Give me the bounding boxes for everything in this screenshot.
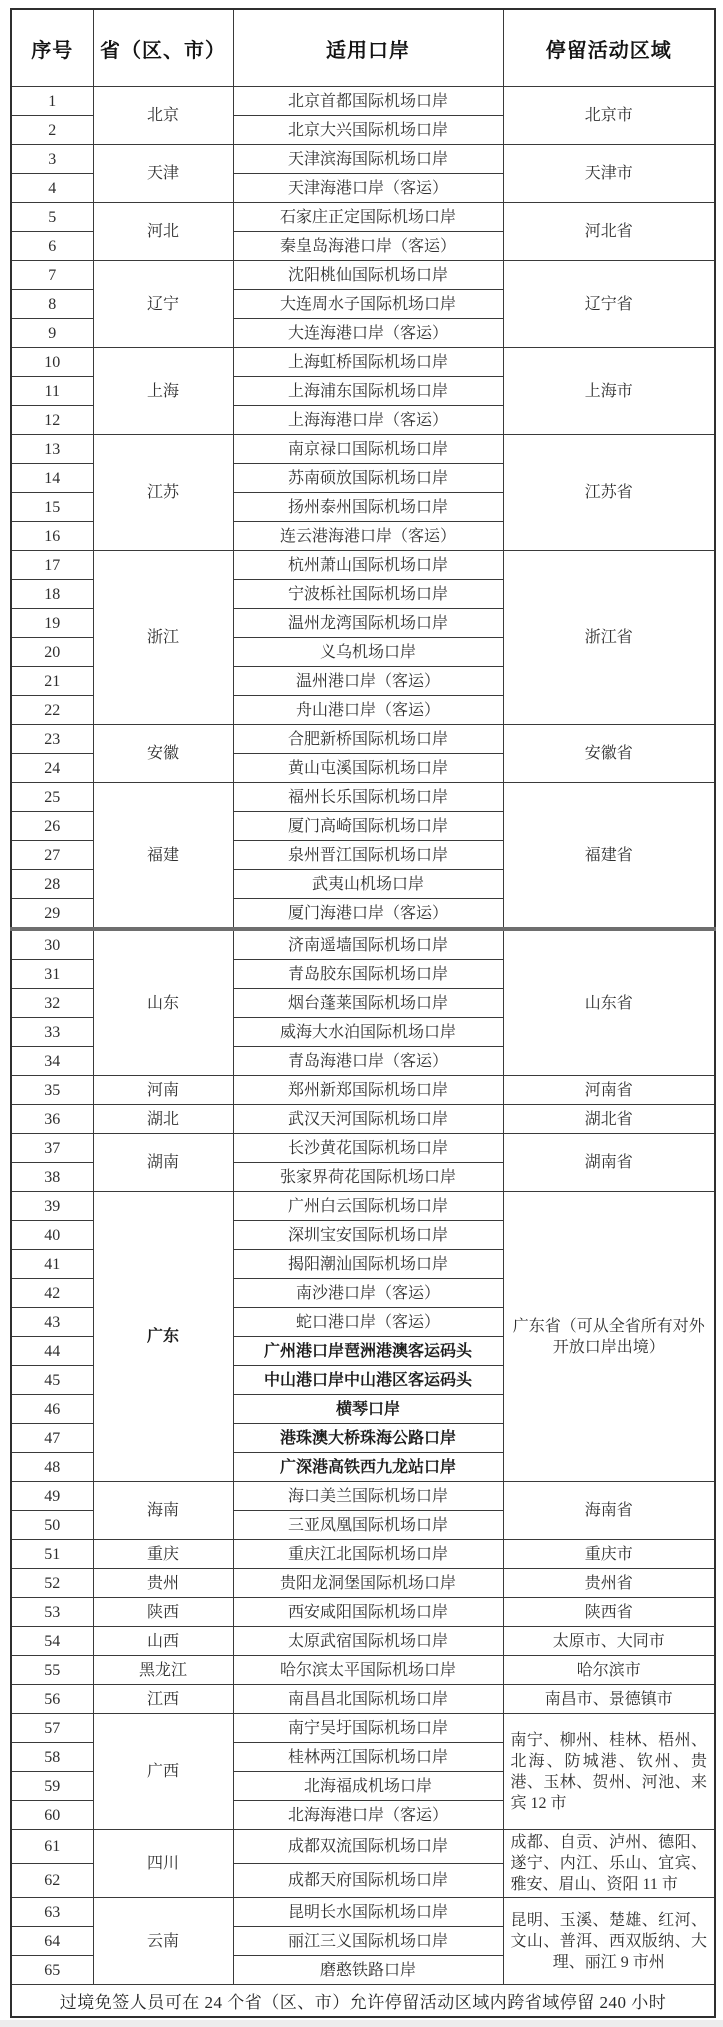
port-cell: 武汉天河国际机场口岸 bbox=[233, 1105, 503, 1134]
port-cell: 武夷山机场口岸 bbox=[233, 870, 503, 899]
port-cell: 哈尔滨太平国际机场口岸 bbox=[233, 1656, 503, 1685]
port-cell: 济南遥墙国际机场口岸 bbox=[233, 929, 503, 960]
serial-number-cell: 54 bbox=[11, 1627, 93, 1656]
stay-area-cell: 昆明、玉溪、楚雄、红河、文山、普洱、西双版纳、大理、丽江 9 市州 bbox=[503, 1898, 715, 1985]
port-cell: 横琴口岸 bbox=[233, 1395, 503, 1424]
serial-number-cell: 1 bbox=[11, 87, 93, 116]
province-cell: 海南 bbox=[93, 1482, 233, 1540]
port-cell: 成都天府国际机场口岸 bbox=[233, 1864, 503, 1898]
province-cell: 辽宁 bbox=[93, 261, 233, 348]
serial-number-cell: 15 bbox=[11, 493, 93, 522]
serial-number-cell: 43 bbox=[11, 1308, 93, 1337]
port-cell: 贵阳龙洞堡国际机场口岸 bbox=[233, 1569, 503, 1598]
serial-number-cell: 63 bbox=[11, 1898, 93, 1927]
serial-number-cell: 13 bbox=[11, 435, 93, 464]
port-cell: 青岛海港口岸（客运） bbox=[233, 1047, 503, 1076]
serial-number-cell: 44 bbox=[11, 1337, 93, 1366]
serial-number-cell: 28 bbox=[11, 870, 93, 899]
serial-number-cell: 50 bbox=[11, 1511, 93, 1540]
footer-note: 过境免签人员可在 24 个省（区、市）允许停留活动区域内跨省域停留 240 小时 bbox=[11, 1985, 715, 2018]
port-cell: 磨憨铁路口岸 bbox=[233, 1956, 503, 1985]
port-cell: 西安咸阳国际机场口岸 bbox=[233, 1598, 503, 1627]
serial-number-cell: 55 bbox=[11, 1656, 93, 1685]
stay-area-cell: 哈尔滨市 bbox=[503, 1656, 715, 1685]
stay-area-cell: 北京市 bbox=[503, 87, 715, 145]
province-cell: 浙江 bbox=[93, 551, 233, 725]
province-cell: 北京 bbox=[93, 87, 233, 145]
port-cell: 黄山屯溪国际机场口岸 bbox=[233, 754, 503, 783]
serial-number-cell: 27 bbox=[11, 841, 93, 870]
province-cell: 江西 bbox=[93, 1685, 233, 1714]
port-cell: 上海海港口岸（客运） bbox=[233, 406, 503, 435]
stay-area-cell: 江苏省 bbox=[503, 435, 715, 551]
serial-number-cell: 49 bbox=[11, 1482, 93, 1511]
port-cell: 秦皇岛海港口岸（客运） bbox=[233, 232, 503, 261]
stay-area-cell: 河南省 bbox=[503, 1076, 715, 1105]
serial-number-cell: 31 bbox=[11, 960, 93, 989]
stay-area-cell: 太原市、大同市 bbox=[503, 1627, 715, 1656]
serial-number-cell: 61 bbox=[11, 1830, 93, 1864]
port-cell: 烟台蓬莱国际机场口岸 bbox=[233, 989, 503, 1018]
serial-number-cell: 56 bbox=[11, 1685, 93, 1714]
province-cell: 山东 bbox=[93, 929, 233, 1076]
port-cell: 宁波栎社国际机场口岸 bbox=[233, 580, 503, 609]
serial-number-cell: 35 bbox=[11, 1076, 93, 1105]
port-cell: 揭阳潮汕国际机场口岸 bbox=[233, 1250, 503, 1279]
port-cell: 中山港口岸中山港区客运码头 bbox=[233, 1366, 503, 1395]
header-port: 适用口岸 bbox=[233, 9, 503, 87]
stay-area-cell: 陕西省 bbox=[503, 1598, 715, 1627]
table-row bbox=[11, 1898, 715, 1927]
table-row bbox=[11, 1482, 715, 1511]
serial-number-cell: 34 bbox=[11, 1047, 93, 1076]
port-cell: 蛇口港口岸（客运） bbox=[233, 1308, 503, 1337]
port-cell: 温州港口岸（客运） bbox=[233, 667, 503, 696]
province-cell: 河北 bbox=[93, 203, 233, 261]
table-row bbox=[11, 551, 715, 580]
port-cell: 石家庄正定国际机场口岸 bbox=[233, 203, 503, 232]
table-row bbox=[11, 1540, 715, 1569]
port-cell: 沈阳桃仙国际机场口岸 bbox=[233, 261, 503, 290]
port-cell: 大连海港口岸（客运） bbox=[233, 319, 503, 348]
stay-area-cell: 辽宁省 bbox=[503, 261, 715, 348]
table-header bbox=[11, 9, 715, 87]
serial-number-cell: 16 bbox=[11, 522, 93, 551]
stay-area-cell: 福建省 bbox=[503, 783, 715, 930]
port-cell: 广州白云国际机场口岸 bbox=[233, 1192, 503, 1221]
port-cell: 福州长乐国际机场口岸 bbox=[233, 783, 503, 812]
port-cell: 昆明长水国际机场口岸 bbox=[233, 1898, 503, 1927]
serial-number-cell: 6 bbox=[11, 232, 93, 261]
table-row bbox=[11, 1830, 715, 1864]
serial-number-cell: 24 bbox=[11, 754, 93, 783]
port-cell: 广深港高铁西九龙站口岸 bbox=[233, 1453, 503, 1482]
serial-number-cell: 4 bbox=[11, 174, 93, 203]
port-cell: 长沙黄花国际机场口岸 bbox=[233, 1134, 503, 1163]
stay-area-cell: 南宁、柳州、桂林、梧州、北海、防城港、钦州、贵港、玉林、贺州、河池、来宾 12 市 bbox=[503, 1714, 715, 1830]
serial-number-cell: 38 bbox=[11, 1163, 93, 1192]
footer-row bbox=[11, 1985, 715, 2018]
port-cell: 南沙港口岸（客运） bbox=[233, 1279, 503, 1308]
port-cell: 温州龙湾国际机场口岸 bbox=[233, 609, 503, 638]
province-cell: 广东 bbox=[93, 1192, 233, 1482]
serial-number-cell: 10 bbox=[11, 348, 93, 377]
serial-number-cell: 25 bbox=[11, 783, 93, 812]
table-row bbox=[11, 261, 715, 290]
port-cell: 上海浦东国际机场口岸 bbox=[233, 377, 503, 406]
port-cell: 义乌机场口岸 bbox=[233, 638, 503, 667]
serial-number-cell: 20 bbox=[11, 638, 93, 667]
port-cell: 连云港海港口岸（客运） bbox=[233, 522, 503, 551]
table-row bbox=[11, 87, 715, 116]
port-cell: 威海大水泊国际机场口岸 bbox=[233, 1018, 503, 1047]
serial-number-cell: 14 bbox=[11, 464, 93, 493]
serial-number-cell: 7 bbox=[11, 261, 93, 290]
port-cell: 北京大兴国际机场口岸 bbox=[233, 116, 503, 145]
serial-number-cell: 5 bbox=[11, 203, 93, 232]
serial-number-cell: 2 bbox=[11, 116, 93, 145]
province-cell: 江苏 bbox=[93, 435, 233, 551]
stay-area-cell: 上海市 bbox=[503, 348, 715, 435]
serial-number-cell: 12 bbox=[11, 406, 93, 435]
table-row bbox=[11, 1685, 715, 1714]
serial-number-cell: 26 bbox=[11, 812, 93, 841]
serial-number-cell: 60 bbox=[11, 1801, 93, 1830]
province-cell: 福建 bbox=[93, 783, 233, 930]
stay-area-cell: 重庆市 bbox=[503, 1540, 715, 1569]
port-cell: 合肥新桥国际机场口岸 bbox=[233, 725, 503, 754]
serial-number-cell: 11 bbox=[11, 377, 93, 406]
port-cell: 北海海港口岸（客运） bbox=[233, 1801, 503, 1830]
serial-number-cell: 52 bbox=[11, 1569, 93, 1598]
port-cell: 深圳宝安国际机场口岸 bbox=[233, 1221, 503, 1250]
province-cell: 四川 bbox=[93, 1830, 233, 1898]
serial-number-cell: 17 bbox=[11, 551, 93, 580]
serial-number-cell: 22 bbox=[11, 696, 93, 725]
serial-number-cell: 3 bbox=[11, 145, 93, 174]
port-cell: 郑州新郑国际机场口岸 bbox=[233, 1076, 503, 1105]
port-cell: 广州港口岸琶洲港澳客运码头 bbox=[233, 1337, 503, 1366]
serial-number-cell: 45 bbox=[11, 1366, 93, 1395]
table-row bbox=[11, 1076, 715, 1105]
province-cell: 云南 bbox=[93, 1898, 233, 1985]
header-stay-area: 停留活动区域 bbox=[503, 9, 715, 87]
serial-number-cell: 58 bbox=[11, 1743, 93, 1772]
port-cell: 苏南硕放国际机场口岸 bbox=[233, 464, 503, 493]
stay-area-cell: 成都、自贡、泸州、德阳、遂宁、内江、乐山、宜宾、雅安、眉山、资阳 11 市 bbox=[503, 1830, 715, 1898]
port-cell: 泉州晋江国际机场口岸 bbox=[233, 841, 503, 870]
table-row bbox=[11, 725, 715, 754]
table-row bbox=[11, 1627, 715, 1656]
serial-number-cell: 39 bbox=[11, 1192, 93, 1221]
table-row bbox=[11, 1656, 715, 1685]
serial-number-cell: 65 bbox=[11, 1956, 93, 1985]
serial-number-cell: 9 bbox=[11, 319, 93, 348]
serial-number-cell: 36 bbox=[11, 1105, 93, 1134]
stay-area-cell: 南昌市、景德镇市 bbox=[503, 1685, 715, 1714]
header-province: 省（区、市） bbox=[93, 9, 233, 87]
serial-number-cell: 53 bbox=[11, 1598, 93, 1627]
serial-number-cell: 21 bbox=[11, 667, 93, 696]
stay-area-cell: 广东省（可从全省所有对外开放口岸出境） bbox=[503, 1192, 715, 1482]
port-cell: 舟山港口岸（客运） bbox=[233, 696, 503, 725]
port-cell: 成都双流国际机场口岸 bbox=[233, 1830, 503, 1864]
stay-area-cell: 安徽省 bbox=[503, 725, 715, 783]
province-cell: 湖南 bbox=[93, 1134, 233, 1192]
stay-area-cell: 海南省 bbox=[503, 1482, 715, 1540]
header-row bbox=[11, 9, 715, 87]
port-cell: 重庆江北国际机场口岸 bbox=[233, 1540, 503, 1569]
port-cell: 北京首都国际机场口岸 bbox=[233, 87, 503, 116]
port-cell: 海口美兰国际机场口岸 bbox=[233, 1482, 503, 1511]
serial-number-cell: 19 bbox=[11, 609, 93, 638]
port-cell: 港珠澳大桥珠海公路口岸 bbox=[233, 1424, 503, 1453]
province-cell: 安徽 bbox=[93, 725, 233, 783]
serial-number-cell: 30 bbox=[11, 929, 93, 960]
serial-number-cell: 32 bbox=[11, 989, 93, 1018]
serial-number-cell: 37 bbox=[11, 1134, 93, 1163]
table-row bbox=[11, 1714, 715, 1743]
stay-area-cell: 河北省 bbox=[503, 203, 715, 261]
port-cell: 扬州泰州国际机场口岸 bbox=[233, 493, 503, 522]
port-cell: 大连周水子国际机场口岸 bbox=[233, 290, 503, 319]
table-row bbox=[11, 929, 715, 960]
province-cell: 上海 bbox=[93, 348, 233, 435]
port-cell: 厦门海港口岸（客运） bbox=[233, 899, 503, 930]
table-row bbox=[11, 1569, 715, 1598]
port-cell: 南昌昌北国际机场口岸 bbox=[233, 1685, 503, 1714]
serial-number-cell: 51 bbox=[11, 1540, 93, 1569]
port-cell: 桂林两江国际机场口岸 bbox=[233, 1743, 503, 1772]
table-footer bbox=[11, 1985, 715, 2018]
table-row bbox=[11, 783, 715, 812]
province-cell: 河南 bbox=[93, 1076, 233, 1105]
serial-number-cell: 18 bbox=[11, 580, 93, 609]
serial-number-cell: 41 bbox=[11, 1250, 93, 1279]
province-cell: 天津 bbox=[93, 145, 233, 203]
port-cell: 杭州萧山国际机场口岸 bbox=[233, 551, 503, 580]
port-cell: 三亚凤凰国际机场口岸 bbox=[233, 1511, 503, 1540]
province-cell: 贵州 bbox=[93, 1569, 233, 1598]
province-cell: 重庆 bbox=[93, 1540, 233, 1569]
table-row bbox=[11, 203, 715, 232]
port-cell: 青岛胶东国际机场口岸 bbox=[233, 960, 503, 989]
table-row bbox=[11, 145, 715, 174]
serial-number-cell: 64 bbox=[11, 1927, 93, 1956]
port-cell: 厦门高崎国际机场口岸 bbox=[233, 812, 503, 841]
stay-area-cell: 浙江省 bbox=[503, 551, 715, 725]
port-cell: 南京禄口国际机场口岸 bbox=[233, 435, 503, 464]
serial-number-cell: 40 bbox=[11, 1221, 93, 1250]
province-cell: 山西 bbox=[93, 1627, 233, 1656]
port-cell: 太原武宿国际机场口岸 bbox=[233, 1627, 503, 1656]
province-cell: 陕西 bbox=[93, 1598, 233, 1627]
port-cell: 南宁吴圩国际机场口岸 bbox=[233, 1714, 503, 1743]
stay-area-cell: 天津市 bbox=[503, 145, 715, 203]
serial-number-cell: 23 bbox=[11, 725, 93, 754]
port-cell: 北海福成机场口岸 bbox=[233, 1772, 503, 1801]
port-cell: 天津海港口岸（客运） bbox=[233, 174, 503, 203]
serial-number-cell: 33 bbox=[11, 1018, 93, 1047]
stay-area-cell: 湖北省 bbox=[503, 1105, 715, 1134]
port-cell: 天津滨海国际机场口岸 bbox=[233, 145, 503, 174]
table-row bbox=[11, 1192, 715, 1221]
province-cell: 广西 bbox=[93, 1714, 233, 1830]
table-row bbox=[11, 348, 715, 377]
stay-area-cell: 贵州省 bbox=[503, 1569, 715, 1598]
bottom-strip bbox=[0, 2020, 723, 2027]
serial-number-cell: 62 bbox=[11, 1864, 93, 1898]
port-cell: 丽江三义国际机场口岸 bbox=[233, 1927, 503, 1956]
serial-number-cell: 47 bbox=[11, 1424, 93, 1453]
serial-number-cell: 8 bbox=[11, 290, 93, 319]
serial-number-cell: 42 bbox=[11, 1279, 93, 1308]
port-cell: 上海虹桥国际机场口岸 bbox=[233, 348, 503, 377]
province-cell: 湖北 bbox=[93, 1105, 233, 1134]
serial-number-cell: 48 bbox=[11, 1453, 93, 1482]
stay-area-cell: 湖南省 bbox=[503, 1134, 715, 1192]
serial-number-cell: 29 bbox=[11, 899, 93, 930]
table-row bbox=[11, 435, 715, 464]
serial-number-cell: 57 bbox=[11, 1714, 93, 1743]
ports-table-body bbox=[11, 87, 715, 1985]
ports-table bbox=[10, 8, 716, 2018]
province-cell: 黑龙江 bbox=[93, 1656, 233, 1685]
stay-area-cell: 山东省 bbox=[503, 929, 715, 1076]
header-serial: 序号 bbox=[11, 9, 93, 87]
table-row bbox=[11, 1134, 715, 1163]
serial-number-cell: 59 bbox=[11, 1772, 93, 1801]
table-row bbox=[11, 1598, 715, 1627]
port-cell: 张家界荷花国际机场口岸 bbox=[233, 1163, 503, 1192]
serial-number-cell: 46 bbox=[11, 1395, 93, 1424]
table-row bbox=[11, 1105, 715, 1134]
